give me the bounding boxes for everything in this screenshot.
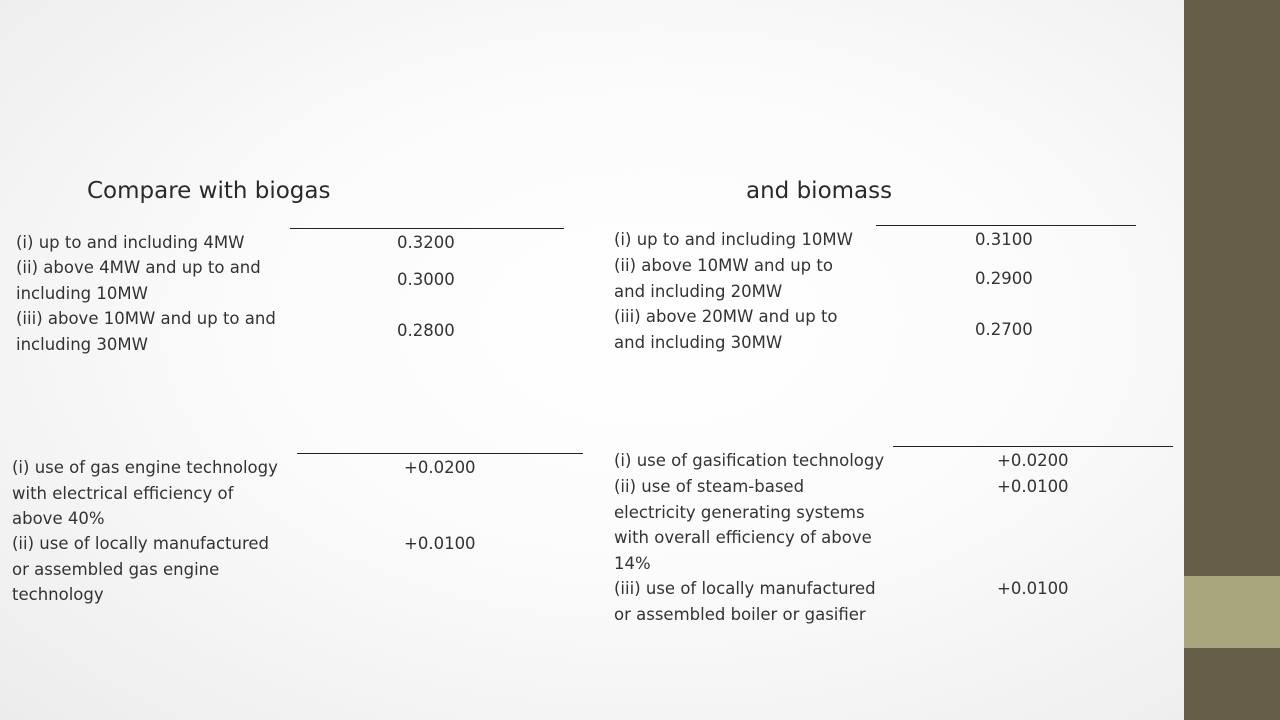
biogas-bonus-row-1-label: (i) use of gas engine technology with electrical efficiency of above 40%	[12, 458, 278, 528]
biomass-bonus-row-2-value: +0.0100	[997, 477, 1069, 496]
biomass-bonus-row-3-value: +0.0100	[997, 579, 1069, 598]
biomass-capacity-row-3-value: 0.2700	[975, 320, 1033, 339]
biomass-bonus-row-1-value: +0.0200	[997, 451, 1069, 470]
biogas-capacity-row-1-value: 0.3200	[397, 233, 455, 252]
biomass-capacity-row-2-value: 0.2900	[975, 269, 1033, 288]
biomass-capacity-row-3-label: (iii) above 20MW and up to and including 30MW	[614, 307, 838, 352]
biogas-bonus-row-2-label: (ii) use of locally manufactured or assembled gas engine technology	[12, 534, 269, 604]
biomass-capacity-row-1-label: (i) up to and including 10MW	[614, 230, 853, 249]
biogas-capacity-row-2-value: 0.3000	[397, 270, 455, 289]
biogas-capacity-row-3-value: 0.2800	[397, 321, 455, 340]
heading-biogas: Compare with biogas	[87, 178, 331, 204]
biogas-bonus-row-1-value: +0.0200	[404, 458, 476, 477]
decorative-sidebar	[1184, 0, 1280, 720]
biomass-bonus-row-1-label: (i) use of gasification technology	[614, 451, 885, 470]
biogas-bonus-row-2-value: +0.0100	[404, 534, 476, 553]
biomass-capacity-row-1-value: 0.3100	[975, 230, 1033, 249]
heading-biomass: and biomass	[746, 178, 893, 204]
table-rule	[893, 446, 1173, 447]
table-rule	[290, 228, 564, 229]
biogas-capacity-row-3-label: (iii) above 10MW and up to and including 30MW	[16, 309, 276, 354]
table-rule	[297, 453, 583, 454]
biomass-bonus-row-3-label: (iii) use of locally manufactured or assembled boiler or gasifier	[614, 579, 876, 624]
table-rule	[876, 225, 1136, 226]
biomass-bonus-row-2-label: (ii) use of steam-based electricity generating systems with overall efficiency of above 14%	[614, 477, 872, 573]
biomass-capacity-row-2-label: (ii) above 10MW and up to and including 20MW	[614, 256, 833, 301]
biogas-capacity-row-2-label: (ii) above 4MW and up to and including 10MW	[16, 258, 261, 303]
decorative-band	[1184, 576, 1280, 648]
biogas-capacity-row-1-label: (i) up to and including 4MW	[16, 233, 245, 252]
